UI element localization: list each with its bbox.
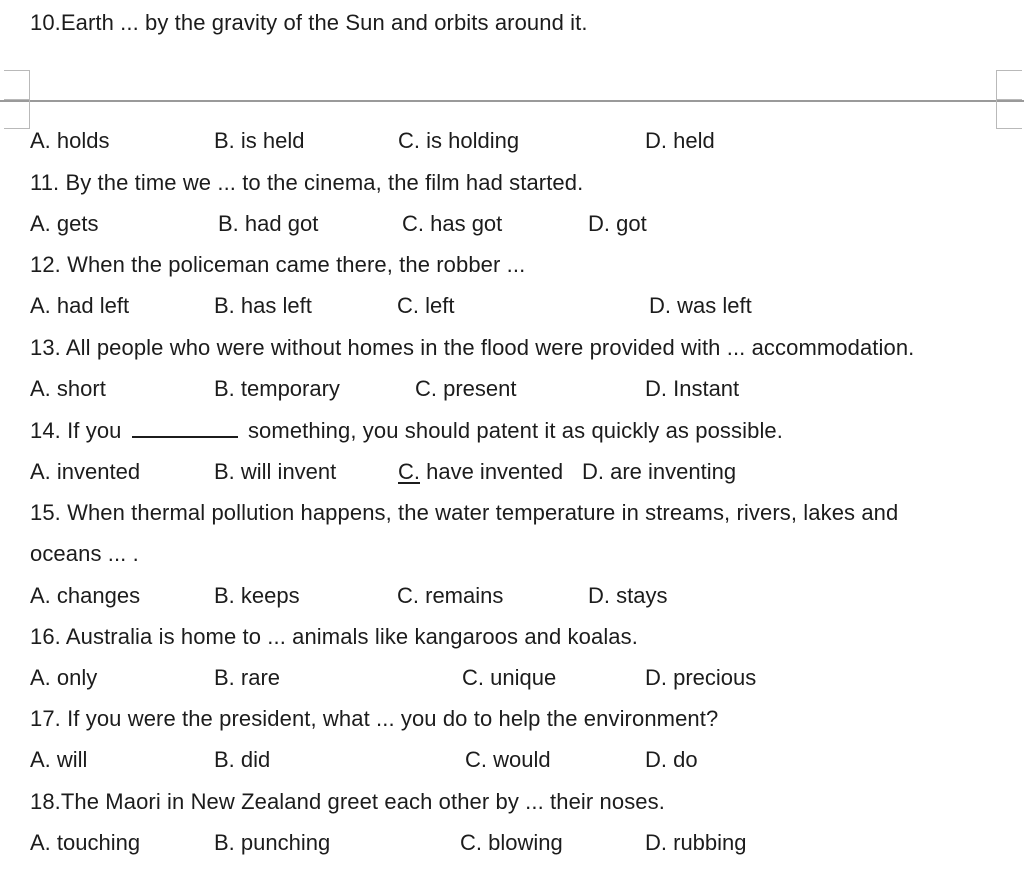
question-10-stem: 10.Earth ... by the gravity of the Sun and orbits around it. <box>30 10 588 35</box>
question-12-option-c: C. left <box>397 293 455 318</box>
question-13-option-c: C. present <box>415 376 517 401</box>
question-16-option-c: C. unique <box>462 665 557 690</box>
question-10-option-b: B. is held <box>214 128 305 153</box>
question-13-option-d: D. Instant <box>645 376 740 401</box>
question-10-option-d: D. held <box>645 128 715 153</box>
question-14-option-c-text: have invented <box>420 459 564 484</box>
page-corner-top-right <box>996 70 1022 100</box>
question-17-option-c: C. would <box>465 747 551 772</box>
question-15-stem-line-2: oceans ... . <box>30 541 139 566</box>
question-16-stem: 16. Australia is home to ... animals like kangaroos and koalas. <box>30 624 638 649</box>
page-corner-bottom-left <box>4 99 30 129</box>
question-18-option-a: A. touching <box>30 830 141 855</box>
question-15-option-a: A. changes <box>30 583 141 608</box>
question-15-option-d: D. stays <box>588 583 668 608</box>
question-13-stem: 13. All people who were without homes in the flood were provided with ... accommodation. <box>30 335 915 360</box>
question-15-option-b: B. keeps <box>214 583 300 608</box>
question-14-option-a: A. invented <box>30 459 141 484</box>
question-15-stem-line-1: 15. When thermal pollution happens, the water temperature in streams, rivers, lakes and <box>30 500 899 525</box>
question-11-option-d: D. got <box>588 211 647 236</box>
question-14-stem <box>30 418 783 444</box>
question-12-option-a: A. had left <box>30 293 130 318</box>
question-16-option-d: D. precious <box>645 665 757 690</box>
question-13-option-a: A. short <box>30 376 106 401</box>
question-12-option-d: D. was left <box>649 293 752 318</box>
question-17-option-a: A. will <box>30 747 88 772</box>
fill-in-blank <box>132 418 238 438</box>
question-17-option-d: D. do <box>645 747 698 772</box>
question-14-stem-suffix: something, you should patent it as quickly as possible. <box>247 418 783 443</box>
page-corner-bottom-right <box>996 99 1022 129</box>
question-14-option-d: D. are inventing <box>582 459 737 484</box>
question-18-option-b: B. punching <box>214 830 331 855</box>
question-16-option-b: B. rare <box>214 665 281 690</box>
question-15-option-c: C. remains <box>397 583 504 608</box>
question-11-stem: 11. By the time we ... to the cinema, the film had started. <box>30 170 584 195</box>
question-14-option-b: B. will invent <box>214 459 337 484</box>
question-11-option-a: A. gets <box>30 211 99 236</box>
question-17-stem: 17. If you were the president, what ... you do to help the environment? <box>30 706 719 731</box>
question-12-option-b: B. has left <box>214 293 312 318</box>
page-break-divider <box>0 100 1024 102</box>
question-14-option-c <box>398 459 563 485</box>
question-10-option-a: A. holds <box>30 128 110 153</box>
question-12-stem: 12. When the policeman came there, the robber ... <box>30 252 526 277</box>
question-18-option-c: C. blowing <box>460 830 563 855</box>
question-11-option-c: C. has got <box>402 211 503 236</box>
question-10-option-c: C. is holding <box>398 128 520 153</box>
question-13-option-b: B. temporary <box>214 376 340 401</box>
page-corner-top-left <box>4 70 30 100</box>
question-11-option-b: B. had got <box>218 211 319 236</box>
question-18-option-d: D. rubbing <box>645 830 747 855</box>
question-17-option-b: B. did <box>214 747 271 772</box>
question-14-stem-prefix: 14. If you <box>30 418 122 443</box>
question-18-stem: 18.The Maori in New Zealand greet each other by ... their noses. <box>30 789 665 814</box>
question-14-option-c-letter: C. <box>398 459 420 484</box>
question-16-option-a: A. only <box>30 665 98 690</box>
